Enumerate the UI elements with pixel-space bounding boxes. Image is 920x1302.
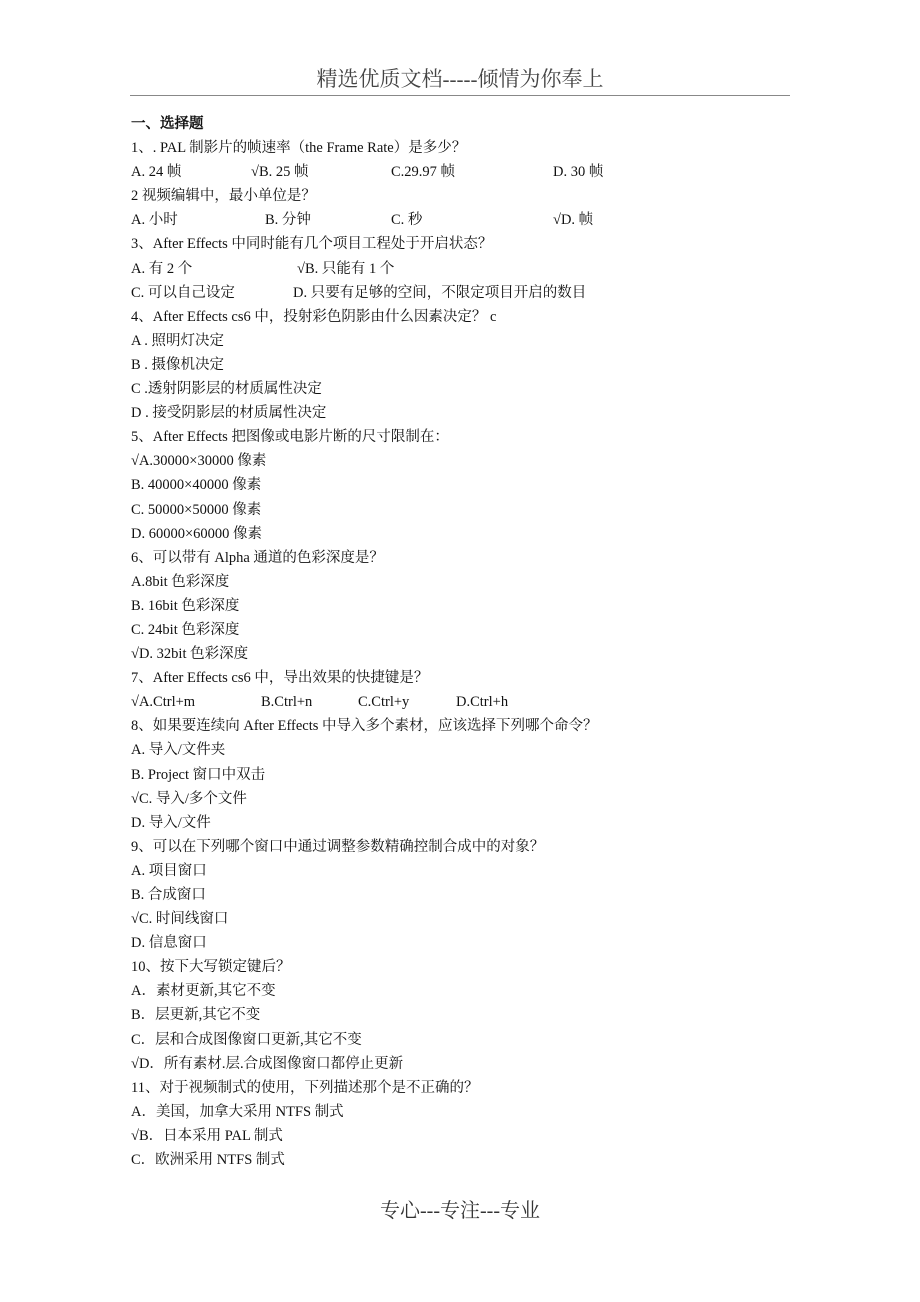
text-line: 6、可以带有 Alpha 通道的色彩深度是？ <box>131 549 384 566</box>
option-item: C. 可以自己设定 <box>131 284 235 301</box>
option-item: D. 只要有足够的空间，不限定项目开启的数目 <box>293 284 587 301</box>
options-row <box>131 281 791 305</box>
option-item: √B. 只能有 1 个 <box>297 260 395 277</box>
text-line: 11、对于视频制式的使用，下列描述那个是不正确的？ <box>131 1079 479 1096</box>
text-line: B. 40000×40000 像素 <box>131 477 262 494</box>
page-footer: 专心---专注---专业 <box>380 1200 540 1222</box>
text-line: √B．日本采用 PAL 制式 <box>131 1127 283 1144</box>
option-item: B.Ctrl+n <box>261 694 313 711</box>
text-line: 2 视频编辑中，最小单位是？ <box>131 188 316 205</box>
options-row <box>131 208 791 232</box>
text-line: D. 导入/文件 <box>131 814 211 831</box>
options-row <box>131 160 791 184</box>
option-item: D. 30 帧 <box>553 164 604 181</box>
option-item: A. 小时 <box>131 212 178 229</box>
option-item: C. 秒 <box>391 212 423 229</box>
option-item: A. 有 2 个 <box>131 260 193 277</box>
option-item: √B. 25 帧 <box>251 164 309 181</box>
text-line: A. 导入/文件夹 <box>131 742 226 759</box>
text-line: D. 60000×60000 像素 <box>131 525 263 542</box>
text-line: C．欧洲采用 NTFS 制式 <box>131 1152 285 1169</box>
text-line: A．美国，加拿大采用 NTFS 制式 <box>131 1103 344 1120</box>
text-line: D . 接受阴影层的材质属性决定 <box>131 405 327 422</box>
text-line: B．层更新,其它不变 <box>131 1007 261 1024</box>
text-line: A. 项目窗口 <box>131 862 207 879</box>
option-item: D.Ctrl+h <box>456 694 509 711</box>
text-line: C .透射阴影层的材质属性决定 <box>131 381 322 398</box>
option-item: √A.Ctrl+m <box>131 694 196 711</box>
document-body <box>131 112 791 1172</box>
text-line: √D．所有素材.层.合成图像窗口都停止更新 <box>131 1055 404 1072</box>
option-item: √D. 帧 <box>553 212 594 229</box>
header-rule <box>130 95 790 96</box>
text-line: C. 24bit 色彩深度 <box>131 621 240 638</box>
text-line: 9、可以在下列哪个窗口中通过调整参数精确控制合成中的对象？ <box>131 838 545 855</box>
text-line: B . 摄像机决定 <box>131 356 225 373</box>
text-line: A . 照明灯决定 <box>131 332 225 349</box>
text-line: B. Project 窗口中双击 <box>131 766 266 783</box>
page-header: 精选优质文档-----倾情为你奉上 <box>316 67 604 91</box>
option-item: C.Ctrl+y <box>358 694 410 711</box>
text-line: √C. 时间线窗口 <box>131 911 229 928</box>
text-line: D. 信息窗口 <box>131 935 207 952</box>
text-line: C．层和合成图像窗口更新,其它不变 <box>131 1031 362 1048</box>
text-line: 3、After Effects 中同时能有几个项目工程处于开启状态？ <box>131 236 493 253</box>
section-title: 一、选择题 <box>131 116 204 132</box>
options-row <box>131 690 791 714</box>
text-line: C. 50000×50000 像素 <box>131 501 262 518</box>
text-line: 5、After Effects 把图像或电影片断的尺寸限制在： <box>131 429 449 446</box>
text-line: 1、. PAL 制影片的帧速率（the Frame Rate）是多少？ <box>131 140 467 157</box>
options-row <box>131 257 791 281</box>
text-line: 4、After Effects cs6 中，投射彩色阴影由什么因素决定？ c <box>131 308 497 325</box>
option-item: B. 分钟 <box>265 212 311 229</box>
text-line: B. 合成窗口 <box>131 887 206 903</box>
text-line: 10、按下大写锁定键后？ <box>131 959 291 976</box>
text-line: 7、After Effects cs6 中，导出效果的快捷键是？ <box>131 670 429 687</box>
text-line: B. 16bit 色彩深度 <box>131 597 240 614</box>
text-line: A．素材更新,其它不变 <box>131 983 276 1000</box>
option-item: A. 24 帧 <box>131 164 182 181</box>
text-line: 8、如果要连续向 After Effects 中导入多个素材，应该选择下列哪个命令？ <box>131 718 598 735</box>
text-line: √D. 32bit 色彩深度 <box>131 646 249 663</box>
text-line: √A.30000×30000 像素 <box>131 453 267 470</box>
text-line: √C. 导入/多个文件 <box>131 790 247 807</box>
text-line: A.8bit 色彩深度 <box>131 573 230 590</box>
option-item: C.29.97 帧 <box>391 164 456 181</box>
